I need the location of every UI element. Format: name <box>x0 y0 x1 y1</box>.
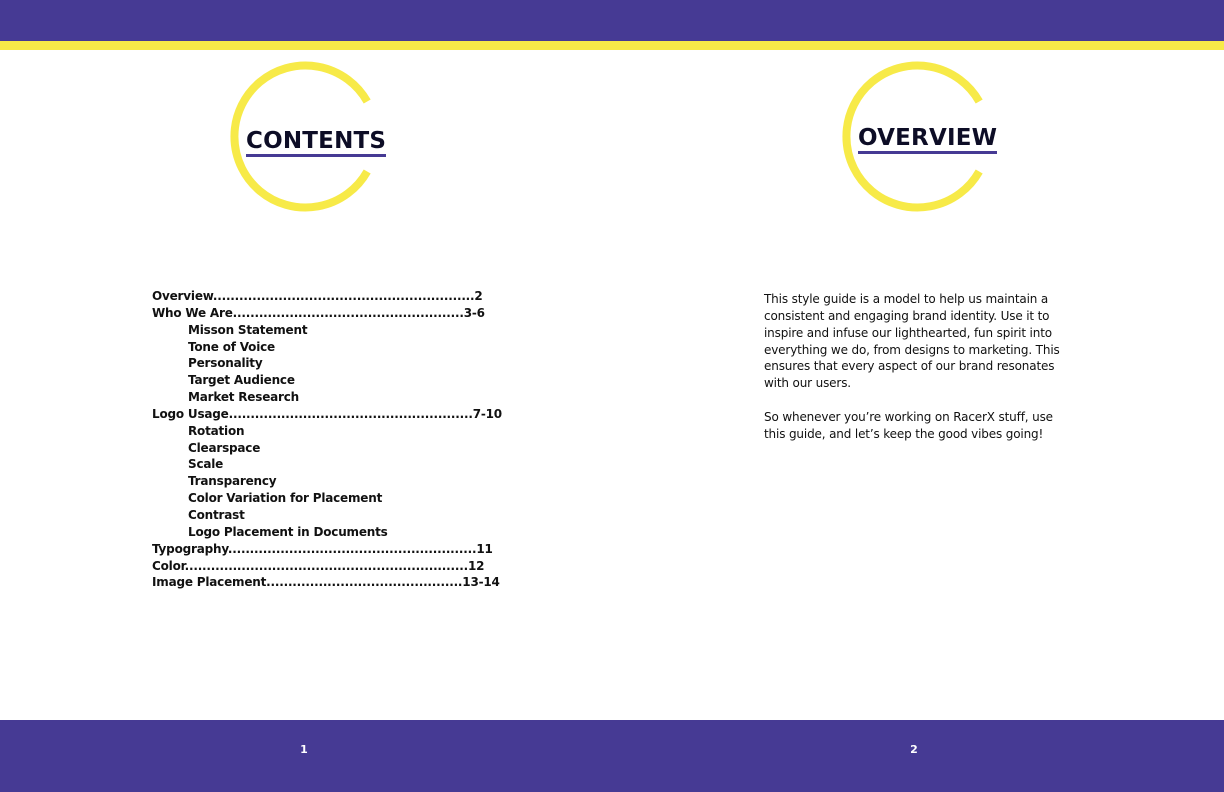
toc-label: Color <box>152 558 185 573</box>
toc-label: Misson Statement <box>188 322 308 337</box>
toc-subitem <box>152 524 482 541</box>
toc-label: Transparency <box>188 474 277 489</box>
toc-item <box>152 406 502 423</box>
toc-subitem <box>152 339 482 356</box>
toc-label: Logo Usage <box>152 406 229 421</box>
page-number-right: 2 <box>910 743 918 756</box>
top-accent-stripe <box>0 41 1224 50</box>
toc-page-number: 2 <box>474 289 483 303</box>
toc-label: Tone of Voice <box>188 339 275 354</box>
toc-page-number: 7-10 <box>472 406 502 421</box>
toc-subitem <box>152 456 482 473</box>
overview-heading: OVERVIEW <box>858 125 997 154</box>
toc-leader-dots: ............................................................ <box>212 289 475 303</box>
toc-label: Scale <box>188 457 224 472</box>
toc-page-number: 12 <box>467 558 485 573</box>
toc-label: Market Research <box>188 390 300 405</box>
toc-page-number: 3-6 <box>463 305 485 320</box>
toc-subitem <box>152 490 482 507</box>
toc-subitem <box>152 355 482 372</box>
toc-label: Contrast <box>188 507 245 522</box>
toc-item <box>152 305 485 322</box>
toc-label: Typography <box>152 541 228 556</box>
contents-heading: CONTENTS <box>246 128 386 157</box>
toc-page-number: 13-14 <box>462 575 500 590</box>
overview-paragraph: So whenever you’re working on RacerX stuff, use this guide, and let’s keep the good vibes going! <box>764 409 1053 441</box>
top-header-band <box>0 0 1224 41</box>
toc-leader-dots: ........................................................ <box>228 406 473 421</box>
bottom-footer-band <box>0 720 1224 792</box>
toc-subitem <box>152 322 482 339</box>
toc-item <box>152 558 485 575</box>
toc-subitem <box>152 389 482 406</box>
toc-leader-dots: ................................................................. <box>184 558 468 573</box>
page-number-left: 1 <box>300 743 308 756</box>
toc-label: Overview <box>152 289 213 303</box>
toc-label: Logo Placement in Documents <box>188 524 388 539</box>
toc-leader-dots: ..................................................... <box>232 305 464 320</box>
toc-subitem <box>152 372 482 389</box>
overview-paragraph: This style guide is a model to help us maintain a consistent and engaging brand identity. Use it to inspire and infuse our lighthearted, fun spirit into everything we do, from designs to marketing. This ensures that every aspect of our brand resonates with our users. <box>764 292 1060 391</box>
toc-subitem <box>152 423 482 440</box>
toc-label: Who We Are <box>152 305 233 320</box>
toc-item <box>152 574 500 591</box>
toc-label: Personality <box>188 356 263 371</box>
toc-leader-dots: ............................................. <box>266 575 463 590</box>
toc-item <box>152 288 482 305</box>
toc-label: Image Placement <box>152 575 267 590</box>
toc-subitem <box>152 507 482 524</box>
toc-label: Clearspace <box>188 440 261 455</box>
toc-subitem <box>152 440 482 457</box>
table-of-contents <box>152 288 502 591</box>
toc-label: Target Audience <box>188 373 295 388</box>
toc-leader-dots: ......................................................... <box>227 541 477 556</box>
toc-subitem <box>152 473 482 490</box>
toc-label: Color Variation for Placement <box>188 491 383 506</box>
toc-label: Rotation <box>188 423 245 438</box>
toc-item <box>152 541 493 558</box>
overview-body <box>764 291 1064 459</box>
toc-page-number: 11 <box>476 541 493 556</box>
